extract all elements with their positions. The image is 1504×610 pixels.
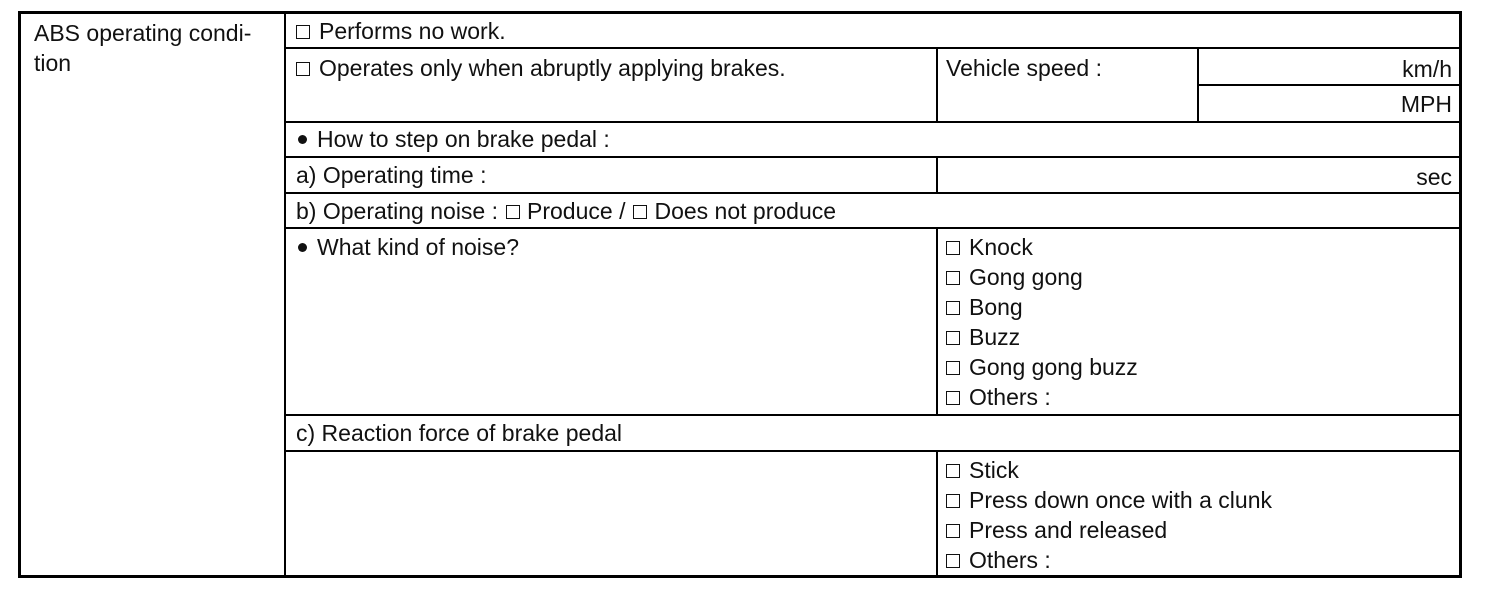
heading-label: What kind of noise? — [317, 234, 520, 260]
option-label: Others : — [969, 384, 1051, 410]
heading-label: How to step on brake pedal : — [317, 126, 610, 152]
noise-option-bong[interactable] — [946, 292, 1138, 322]
how-to-step-heading — [296, 125, 610, 153]
reaction-force-label: c) Reaction force of brake pedal — [296, 420, 623, 446]
checkbox-icon[interactable] — [946, 524, 960, 538]
divider-mid-force — [936, 451, 938, 578]
rule-6 — [284, 414, 1462, 416]
option-label: Gong gong buzz — [969, 354, 1138, 380]
does-not-produce-label: Does not produce — [654, 198, 837, 224]
force-option-press-released[interactable] — [946, 515, 1272, 545]
rule-2 — [284, 121, 1462, 123]
noise-option-gong-gong-buzz[interactable] — [946, 352, 1138, 382]
checkbox-icon[interactable] — [296, 25, 310, 39]
option-label: Others : — [969, 547, 1051, 573]
option-label: Press and released — [969, 517, 1168, 543]
force-option-stick[interactable] — [946, 455, 1272, 485]
option-label: Buzz — [969, 324, 1021, 350]
option-label: Gong gong — [969, 264, 1083, 290]
force-option-clunk[interactable] — [946, 485, 1272, 515]
checkbox-does-not-produce[interactable] — [633, 205, 647, 219]
kind-of-noise-heading — [296, 233, 519, 261]
rule-5 — [284, 227, 1462, 229]
checkbox-icon[interactable] — [296, 62, 310, 76]
operating-noise-row — [296, 197, 836, 225]
rule-kmh — [1197, 84, 1462, 86]
divider-mid-noise — [936, 228, 938, 415]
noise-option-knock[interactable] — [946, 232, 1138, 262]
checkbox-icon[interactable] — [946, 494, 960, 508]
checkbox-icon[interactable] — [946, 361, 960, 375]
speed-input-mph[interactable] — [1200, 90, 1452, 118]
rule-4 — [284, 192, 1462, 194]
rule-7 — [284, 450, 1462, 452]
option-label: Knock — [969, 234, 1033, 260]
unit-mph: MPH — [1400, 91, 1452, 117]
noise-option-others[interactable] — [946, 382, 1138, 412]
force-option-others[interactable] — [946, 545, 1272, 575]
unit-kmh: km/h — [1402, 56, 1452, 82]
checkbox-icon[interactable] — [946, 241, 960, 255]
checkbox-icon[interactable] — [946, 301, 960, 315]
noise-option-buzz[interactable] — [946, 322, 1138, 352]
option-label: Operates only when abruptly applying brakes. — [319, 55, 786, 81]
checkbox-icon[interactable] — [946, 331, 960, 345]
section-label: ABS operating condi- tion — [34, 20, 252, 76]
operating-time-input[interactable] — [940, 163, 1452, 191]
divider-mid-speed — [936, 48, 938, 122]
option-performs-no-work[interactable] — [296, 17, 506, 45]
option-label: Stick — [969, 457, 1019, 483]
speed-input-kmh[interactable] — [1200, 55, 1452, 83]
noise-option-gong-gong[interactable] — [946, 262, 1138, 292]
checkbox-icon[interactable] — [946, 271, 960, 285]
rule-3 — [284, 156, 1462, 158]
checkbox-produce[interactable] — [506, 205, 520, 219]
option-label: Performs no work. — [319, 18, 506, 44]
unit-sec: sec — [1416, 164, 1452, 190]
option-abrupt-braking[interactable] — [296, 54, 786, 82]
operating-noise-label: b) Operating noise : — [296, 198, 499, 224]
option-label: Press down once with a clunk — [969, 487, 1272, 513]
checkbox-icon[interactable] — [946, 554, 960, 568]
divider-label-column — [284, 11, 286, 578]
rule-1 — [284, 47, 1462, 49]
checkbox-icon[interactable] — [946, 391, 960, 405]
force-options-list — [946, 455, 1272, 575]
option-label: Bong — [969, 294, 1023, 320]
operating-time-label: a) Operating time : — [296, 162, 487, 188]
divider-mid-time — [936, 157, 938, 193]
bullet-icon — [298, 135, 307, 144]
checkbox-icon[interactable] — [946, 464, 960, 478]
vehicle-speed-label: Vehicle speed : — [946, 55, 1103, 81]
bullet-icon — [298, 243, 307, 252]
noise-options-list — [946, 232, 1138, 412]
produce-label: Produce / — [527, 198, 626, 224]
